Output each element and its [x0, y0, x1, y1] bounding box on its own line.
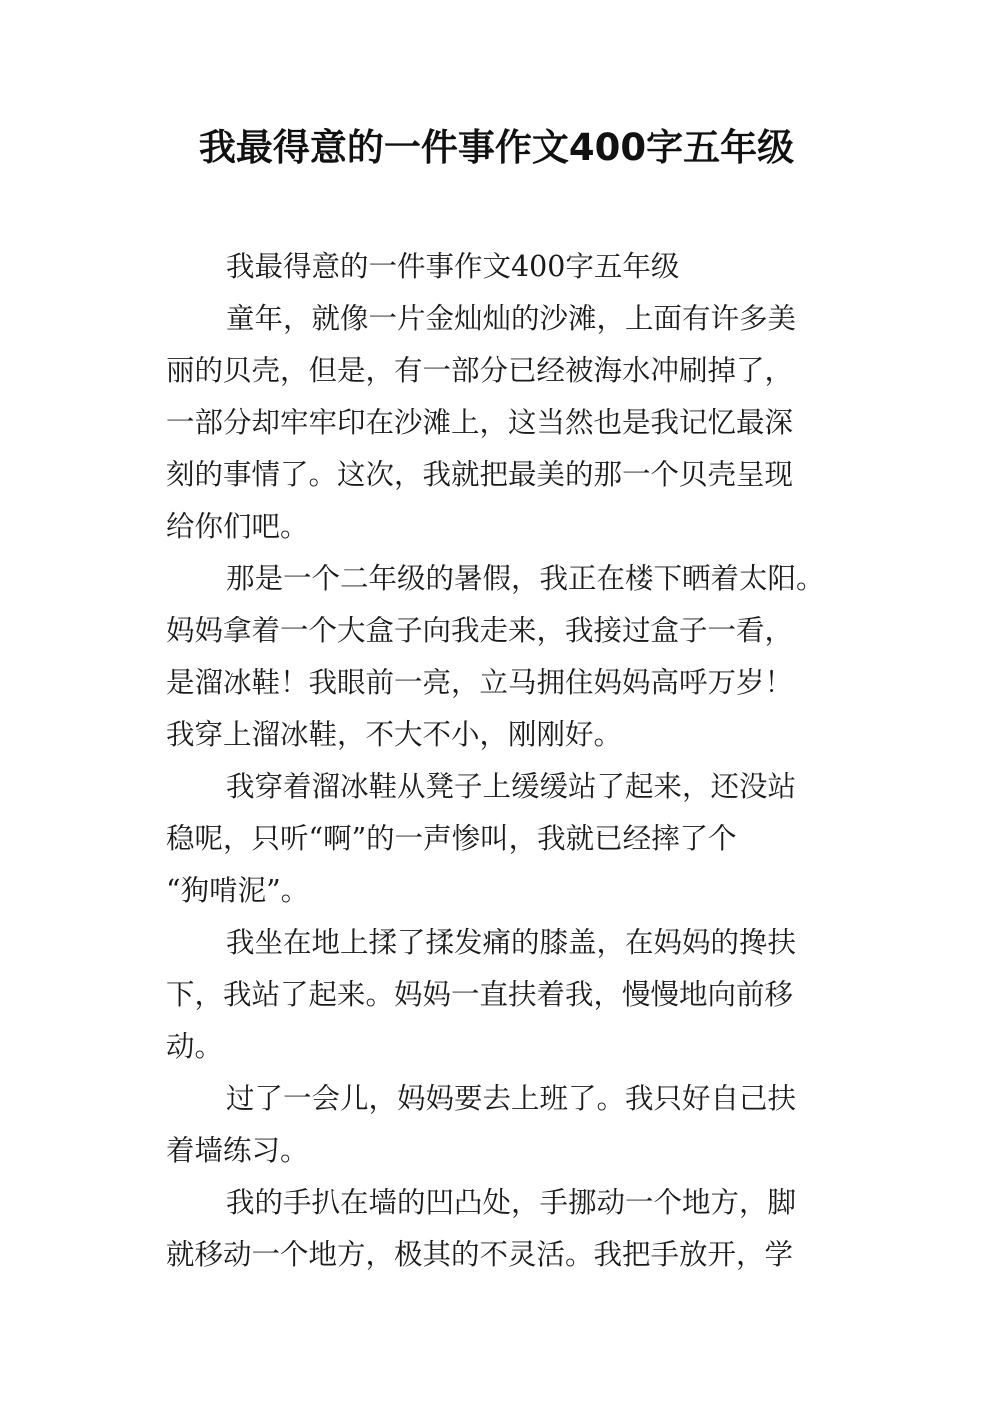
text-line: 一部分却牢牢印在沙滩上，这当然也是我记忆最深 [166, 406, 794, 439]
text-line: 给你们吧。 [166, 510, 309, 543]
text-line: 下，我站了起来。妈妈一直扶着我，慢慢地向前移 [166, 978, 794, 1011]
text-line: 着墙练习。 [166, 1134, 309, 1167]
text-line: 刻的事情了。这次，我就把最美的那一个贝壳呈现 [166, 458, 794, 491]
document-body [166, 241, 846, 1281]
text-line: 是溜冰鞋！我眼前一亮，立马拥住妈妈高呼万岁！ [166, 666, 794, 699]
text-line: 妈妈拿着一个大盒子向我走来，我接过盒子一看， [166, 614, 794, 647]
text-line: “狗啃泥”。 [166, 874, 310, 907]
text-line: 我坐在地上揉了揉发痛的膝盖，在妈妈的搀扶 [226, 926, 797, 959]
document-title: 我最得意的一件事作文400字五年级 [198, 126, 795, 169]
text-line: 童年，就像一片金灿灿的沙滩，上面有许多美 [226, 302, 797, 335]
text-line: 动。 [166, 1030, 224, 1063]
text-line: 过了一会儿，妈妈要去上班了。我只好自己扶 [226, 1082, 797, 1115]
text-line: 我穿着溜冰鞋从凳子上缓缓站了起来，还没站 [226, 770, 797, 803]
text-line: 丽的贝壳，但是，有一部分已经被海水冲刷掉了， [166, 354, 794, 387]
text-line: 我最得意的一件事作文400字五年级 [226, 250, 680, 283]
text-line: 我的手扒在墙的凹凸处，手挪动一个地方，脚 [226, 1186, 797, 1219]
text-line: 就移动一个地方，极其的不灵活。我把手放开，学 [166, 1238, 794, 1271]
text-line: 那是一个二年级的暑假，我正在楼下晒着太阳。 [226, 562, 825, 595]
text-line: 稳呢，只听“啊”的一声惨叫，我就已经摔了个 [166, 822, 737, 855]
text-line: 我穿上溜冰鞋，不大不小，刚刚好。 [166, 718, 623, 751]
